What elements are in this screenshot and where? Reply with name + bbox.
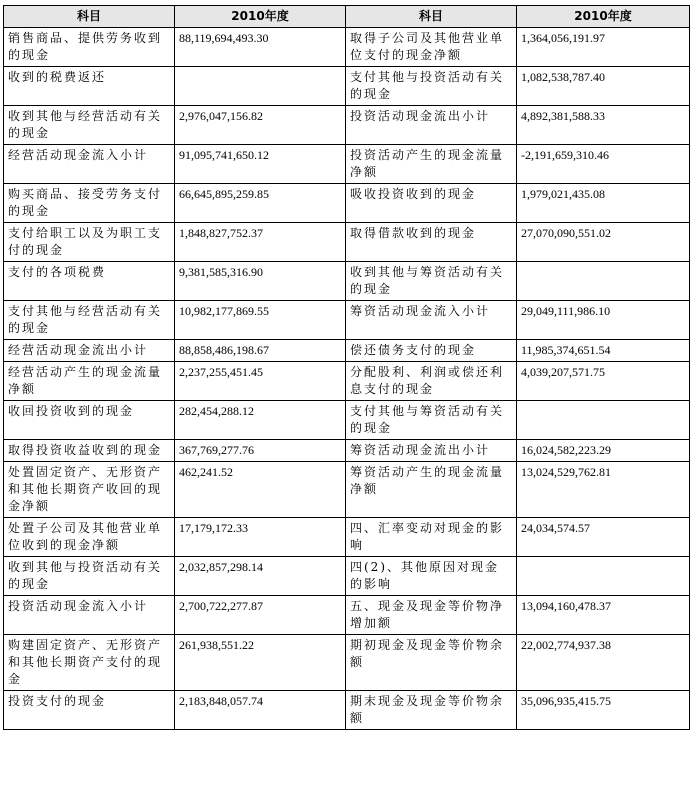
row-value-right (517, 401, 690, 440)
row-subject-right: 筹资活动现金流入小计 (346, 301, 517, 340)
table-row (4, 28, 690, 67)
row-value-left: 88,858,486,198.67 (175, 340, 346, 362)
row-subject-right: 支付其他与投资活动有关的现金 (346, 67, 517, 106)
row-value-left: 282,454,288.12 (175, 401, 346, 440)
table-row (4, 184, 690, 223)
row-subject-left: 销售商品、提供劳务收到的现金 (4, 28, 175, 67)
table-row (4, 362, 690, 401)
row-value-left: 17,179,172.33 (175, 518, 346, 557)
row-value-right: 4,039,207,571.75 (517, 362, 690, 401)
row-value-right (517, 262, 690, 301)
header-year-left: 2010年度 (175, 6, 346, 28)
header-subject-left: 科目 (4, 6, 175, 28)
row-value-right: 11,985,374,651.54 (517, 340, 690, 362)
row-subject-left: 收回投资收到的现金 (4, 401, 175, 440)
table-row (4, 596, 690, 635)
table-row (4, 462, 690, 518)
row-value-right: 13,094,160,478.37 (517, 596, 690, 635)
row-value-right: 29,049,111,986.10 (517, 301, 690, 340)
row-value-left (175, 67, 346, 106)
row-subject-left: 处置固定资产、无形资产和其他长期资产收回的现金净额 (4, 462, 175, 518)
row-subject-left: 取得投资收益收到的现金 (4, 440, 175, 462)
row-value-left: 367,769,277.76 (175, 440, 346, 462)
row-subject-left: 处置子公司及其他营业单位收到的现金净额 (4, 518, 175, 557)
table-row (4, 518, 690, 557)
table-row (4, 440, 690, 462)
row-value-right: 1,979,021,435.08 (517, 184, 690, 223)
row-subject-right: 取得借款收到的现金 (346, 223, 517, 262)
table-row (4, 67, 690, 106)
table-row (4, 340, 690, 362)
row-subject-right: 期末现金及现金等价物余额 (346, 691, 517, 730)
row-value-right (517, 557, 690, 596)
row-value-left: 2,032,857,298.14 (175, 557, 346, 596)
row-subject-right: 偿还债务支付的现金 (346, 340, 517, 362)
row-subject-left: 投资支付的现金 (4, 691, 175, 730)
row-value-left: 66,645,895,259.85 (175, 184, 346, 223)
table-row (4, 557, 690, 596)
table-row (4, 223, 690, 262)
row-value-left: 2,237,255,451.45 (175, 362, 346, 401)
row-value-left: 462,241.52 (175, 462, 346, 518)
row-subject-left: 支付给职工以及为职工支付的现金 (4, 223, 175, 262)
row-subject-left: 收到其他与投资活动有关的现金 (4, 557, 175, 596)
header-year-right: 2010年度 (517, 6, 690, 28)
row-subject-left: 收到其他与经营活动有关的现金 (4, 106, 175, 145)
row-subject-right: 期初现金及现金等价物余额 (346, 635, 517, 691)
row-value-left: 1,848,827,752.37 (175, 223, 346, 262)
row-subject-left: 收到的税费返还 (4, 67, 175, 106)
table-row (4, 262, 690, 301)
row-value-left: 261,938,551.22 (175, 635, 346, 691)
row-subject-right: 筹资活动现金流出小计 (346, 440, 517, 462)
table-row (4, 401, 690, 440)
row-subject-right: 分配股利、利润或偿还利息支付的现金 (346, 362, 517, 401)
row-value-right: 1,082,538,787.40 (517, 67, 690, 106)
row-subject-right: 投资活动产生的现金流量净额 (346, 145, 517, 184)
row-value-right: 22,002,774,937.38 (517, 635, 690, 691)
table-row (4, 635, 690, 691)
row-value-right: 1,364,056,191.97 (517, 28, 690, 67)
row-subject-left: 支付其他与经营活动有关的现金 (4, 301, 175, 340)
row-subject-right: 五、现金及现金等价物净增加额 (346, 596, 517, 635)
row-subject-left: 购建固定资产、无形资产和其他长期资产支付的现金 (4, 635, 175, 691)
row-value-left: 10,982,177,869.55 (175, 301, 346, 340)
row-value-left: 2,976,047,156.82 (175, 106, 346, 145)
row-value-left: 88,119,694,493.30 (175, 28, 346, 67)
table-row (4, 301, 690, 340)
row-value-right: 4,892,381,588.33 (517, 106, 690, 145)
row-subject-right: 四、汇率变动对现金的影响 (346, 518, 517, 557)
row-value-right: -2,191,659,310.46 (517, 145, 690, 184)
header-row (4, 6, 690, 28)
row-subject-right: 取得子公司及其他营业单位支付的现金净额 (346, 28, 517, 67)
row-value-right: 13,024,529,762.81 (517, 462, 690, 518)
row-subject-left: 经营活动现金流出小计 (4, 340, 175, 362)
row-subject-right: 筹资活动产生的现金流量净额 (346, 462, 517, 518)
row-value-left: 9,381,585,316.90 (175, 262, 346, 301)
table-row (4, 106, 690, 145)
row-value-left: 2,700,722,277.87 (175, 596, 346, 635)
row-value-left: 2,183,848,057.74 (175, 691, 346, 730)
row-value-right: 35,096,935,415.75 (517, 691, 690, 730)
row-subject-left: 支付的各项税费 (4, 262, 175, 301)
row-subject-left: 购买商品、接受劳务支付的现金 (4, 184, 175, 223)
row-subject-right: 支付其他与筹资活动有关的现金 (346, 401, 517, 440)
row-value-right: 27,070,090,551.02 (517, 223, 690, 262)
row-value-right: 16,024,582,223.29 (517, 440, 690, 462)
row-subject-right: 四(2)、其他原因对现金的影响 (346, 557, 517, 596)
row-value-left: 91,095,741,650.12 (175, 145, 346, 184)
table-row (4, 145, 690, 184)
cash-flow-table (3, 5, 690, 730)
row-subject-right: 吸收投资收到的现金 (346, 184, 517, 223)
row-value-right: 24,034,574.57 (517, 518, 690, 557)
header-subject-right: 科目 (346, 6, 517, 28)
row-subject-left: 经营活动产生的现金流量净额 (4, 362, 175, 401)
row-subject-left: 投资活动现金流入小计 (4, 596, 175, 635)
row-subject-right: 投资活动现金流出小计 (346, 106, 517, 145)
row-subject-right: 收到其他与筹资活动有关的现金 (346, 262, 517, 301)
table-row (4, 691, 690, 730)
row-subject-left: 经营活动现金流入小计 (4, 145, 175, 184)
